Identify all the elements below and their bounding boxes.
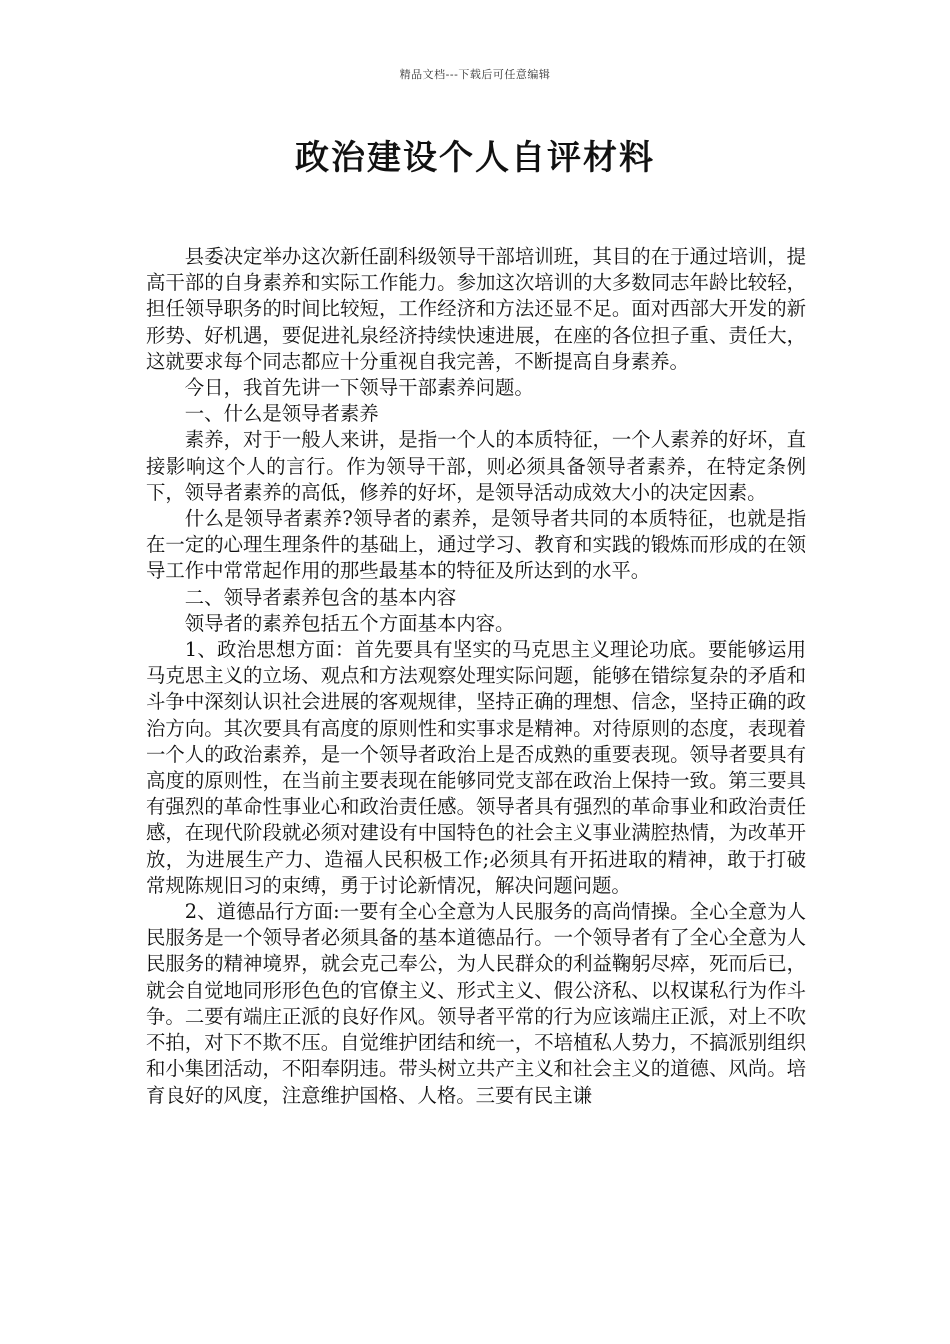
document-body (146, 244, 806, 1109)
paragraph: 素养，对于一般人来讲，是指一个人的本质特征，一个人素养的好坏，直接影响这个人的言行。作为领导干部，则必须具备领导者素养，在特定条例下，领导者素养的高低，修养的好坏，是领导活动成效大小的决定因素。 (146, 428, 806, 504)
paragraph: 2、道德品行方面:一要有全心全意为人民服务的高尚情操。全心全意为人民服务是一个领导者必须具备的基本道德品行。一个领导者有了全心全意为人民服务的精神境界，就会克己奉公，为人民群众的利益鞠躬尽瘁，死而后已，就会自觉地同形形色色的官僚主义、形式主义、假公济私、以权谋私行为作斗争。二要有端庄正派的良好作风。领导者平常的行为应该端庄正派，对上不吹不拍，对下不欺不压。自觉维护团结和统一，不培植私人势力，不搞派别组织和小集团活动，不阳奉阴违。带头树立共产主义和社会主义的道德、风尚。培育良好的风度，注意维护国格、人格。三要有民主谦 (146, 900, 806, 1107)
section-heading: 二、领导者素养包含的基本内容 (184, 585, 457, 609)
paragraph: 今日，我首先讲一下领导干部素养问题。 (184, 376, 534, 400)
paragraph: 什么是领导者素养?领导者的素养，是领导者共同的本质特征，也就是指在一定的心理生理条件的基础上，通过学习、教育和实践的锻炼而形成的在领导工作中常常起作用的那些最基本的特征及所达到的水平。 (146, 507, 806, 583)
section-heading: 一、什么是领导者素养 (184, 402, 379, 426)
paragraph: 1、政治思想方面：首先要具有坚实的马克思主义理论功底。要能够运用马克思主义的立场、观点和方法观察处理实际问题，能够在错综复杂的矛盾和斗争中深刻认识社会进展的客观规律，坚持正确的理想、信念，坚持正确的政治方向。其次要具有高度的原则性和实事求是精神。对待原则的态度，表现着一个人的政治素养，是一个领导者政治上是否成熟的重要表现。领导者要具有高度的原则性，在当前主要表现在能够同党支部在政治上保持一致。第三要具有强烈的革命性事业心和政治责任感。领导者具有强烈的革命事业和政治责任感，在现代阶段就必须对建设有中国特色的社会主义事业满腔热情，为改革开放，为进展生产力、造福人民积极工作;必须具有开拓进取的精神，敢于打破常规陈规旧习的束缚，勇于讨论新情况，解决问题问题。 (146, 638, 806, 897)
header-note: 精品文档---下载后可任意编辑 (399, 68, 551, 81)
document-title: 政治建设个人自评材料 (295, 138, 655, 178)
paragraph: 县委决定举办这次新任副科级领导干部培训班，其目的在于通过培训，提高干部的自身素养和实际工作能力。参加这次培训的大多数同志年龄比较轻，担任领导职务的时间比较短，工作经济和方法还显不足。面对西部大开发的新形势、好机遇，要促进礼泉经济持续快速进展，在座的各位担子重、责任大，这就要求每个同志都应十分重视自我完善，不断提高自身素养。 (146, 245, 806, 373)
paragraph: 领导者的素养包括五个方面基本内容。 (184, 611, 515, 635)
